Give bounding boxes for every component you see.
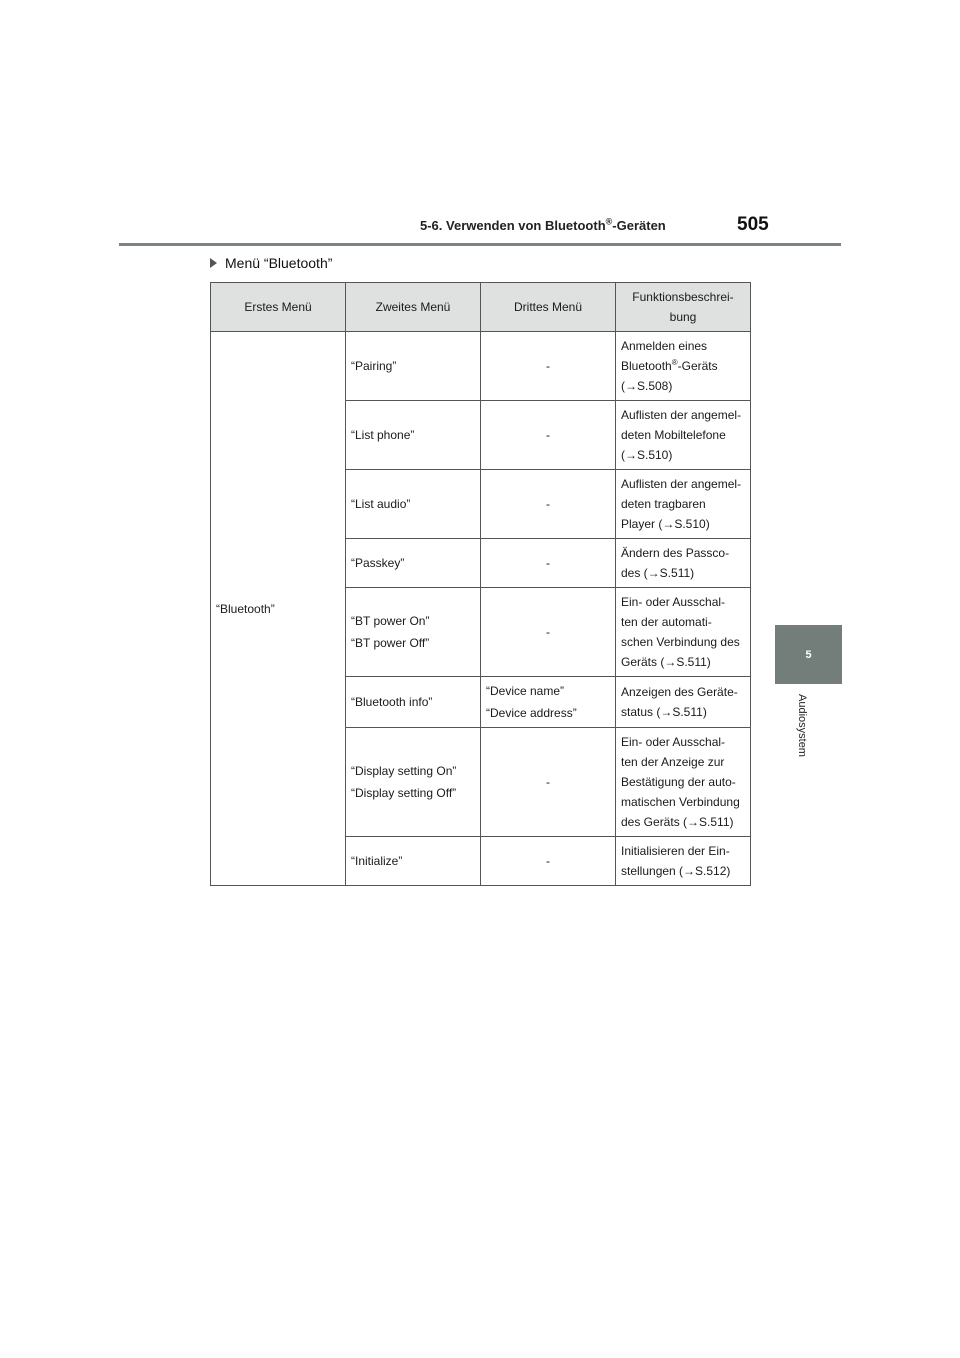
second-menu-cell-line: “List audio” — [351, 497, 411, 511]
second-menu-cell — [346, 470, 481, 539]
menu-heading — [210, 255, 332, 271]
description-cell-line: ten der automati- — [621, 615, 712, 629]
second-menu-cell-line: “BT power On” — [351, 614, 430, 628]
description-cell — [616, 677, 751, 728]
column-header-description-line: bung — [669, 310, 697, 324]
menu-heading-text: Menü “Bluetooth” — [225, 255, 333, 271]
first-menu-cell: “Bluetooth” — [211, 332, 346, 886]
third-menu-cell — [481, 588, 616, 677]
chapter-label: Audiosystem — [796, 694, 808, 757]
bluetooth-menu-table — [210, 282, 751, 886]
description-cell-line: des Geräts (→S.511) — [621, 815, 734, 829]
table-header-row — [211, 283, 751, 332]
second-menu-cell — [346, 677, 481, 728]
description-cell-line: Ein- oder Ausschal- — [621, 735, 726, 749]
second-menu-cell — [346, 588, 481, 677]
description-cell-line: Ändern des Passco- — [621, 546, 730, 560]
column-header-first-menu: Erstes Menü — [211, 283, 346, 332]
chapter-tab — [775, 625, 842, 684]
second-menu-cell-line: “BT power Off” — [351, 636, 430, 650]
description-cell-line: Bluetooth®-Geräts — [621, 358, 718, 373]
third-menu-cell-line: - — [546, 854, 550, 868]
section-title — [420, 218, 666, 233]
third-menu-cell-line: “Device address” — [486, 706, 577, 720]
table-row — [211, 332, 751, 401]
second-menu-cell-line: “Bluetooth info” — [351, 695, 433, 709]
column-header-second-menu: Zweites Menü — [346, 283, 481, 332]
description-cell-line: (→S.508) — [621, 379, 673, 393]
section-title-prefix: 5-6. Verwenden von Bluetooth — [420, 218, 606, 233]
description-cell-line: Player (→S.510) — [621, 517, 710, 531]
description-cell — [616, 401, 751, 470]
registered-mark: ® — [605, 216, 613, 227]
page-number: 505 — [737, 214, 769, 235]
second-menu-cell — [346, 401, 481, 470]
third-menu-cell — [481, 837, 616, 886]
third-menu-cell-line: - — [546, 428, 550, 442]
third-menu-cell — [481, 539, 616, 588]
triangle-bullet-icon — [210, 258, 217, 268]
description-cell-line: des (→S.511) — [621, 566, 695, 580]
description-cell-line: ten der Anzeige zur — [621, 755, 725, 769]
third-menu-cell-line: - — [546, 359, 550, 373]
second-menu-cell-line: “Display setting Off” — [351, 786, 457, 800]
third-menu-cell-line: “Device name” — [486, 684, 565, 698]
description-cell-line: Initialisieren der Ein- — [621, 844, 730, 858]
description-cell — [616, 539, 751, 588]
header-divider — [119, 243, 841, 246]
description-cell-line: Geräts (→S.511) — [621, 655, 711, 669]
second-menu-cell — [346, 539, 481, 588]
second-menu-cell-line: “Display setting On” — [351, 764, 457, 778]
column-header-description — [616, 283, 751, 332]
third-menu-cell-line: - — [546, 775, 550, 789]
description-cell-line: deten Mobiltelefone — [621, 428, 726, 442]
third-menu-cell — [481, 332, 616, 401]
description-cell-line: matischen Verbindung — [621, 795, 740, 809]
description-cell-line: Ein- oder Ausschal- — [621, 595, 726, 609]
description-cell-line: deten tragbaren — [621, 497, 706, 511]
third-menu-cell — [481, 728, 616, 837]
third-menu-cell-line: - — [546, 625, 550, 639]
second-menu-cell-line: “List phone” — [351, 428, 415, 442]
chapter-number: 5 — [805, 648, 812, 661]
second-menu-cell-line: “Passkey” — [351, 556, 405, 570]
description-cell-line: Auflisten der angemel- — [621, 408, 742, 422]
second-menu-cell-line: “Pairing” — [351, 359, 397, 373]
description-cell-line: Bestätigung der auto- — [621, 775, 736, 789]
description-cell-line: schen Verbindung des — [621, 635, 740, 649]
third-menu-cell — [481, 401, 616, 470]
description-cell-line: Anmelden eines — [621, 339, 708, 353]
second-menu-cell-line: “Initialize” — [351, 854, 403, 868]
description-cell — [616, 837, 751, 886]
third-menu-cell — [481, 677, 616, 728]
section-title-suffix: -Geräten — [612, 218, 666, 233]
third-menu-cell — [481, 470, 616, 539]
description-cell — [616, 332, 751, 401]
second-menu-cell — [346, 837, 481, 886]
description-cell-line: Anzeigen des Geräte- — [621, 685, 738, 699]
description-cell-line: Auflisten der angemel- — [621, 477, 742, 491]
description-cell-line: (→S.510) — [621, 448, 673, 462]
description-cell — [616, 728, 751, 837]
description-cell — [616, 588, 751, 677]
second-menu-cell — [346, 332, 481, 401]
second-menu-cell — [346, 728, 481, 837]
description-cell-line: stellungen (→S.512) — [621, 864, 731, 878]
description-cell-line: status (→S.511) — [621, 705, 707, 719]
third-menu-cell-line: - — [546, 556, 550, 570]
column-header-description-line: Funktionsbeschrei- — [632, 290, 734, 304]
description-cell — [616, 470, 751, 539]
column-header-third-menu: Drittes Menü — [481, 283, 616, 332]
third-menu-cell-line: - — [546, 497, 550, 511]
